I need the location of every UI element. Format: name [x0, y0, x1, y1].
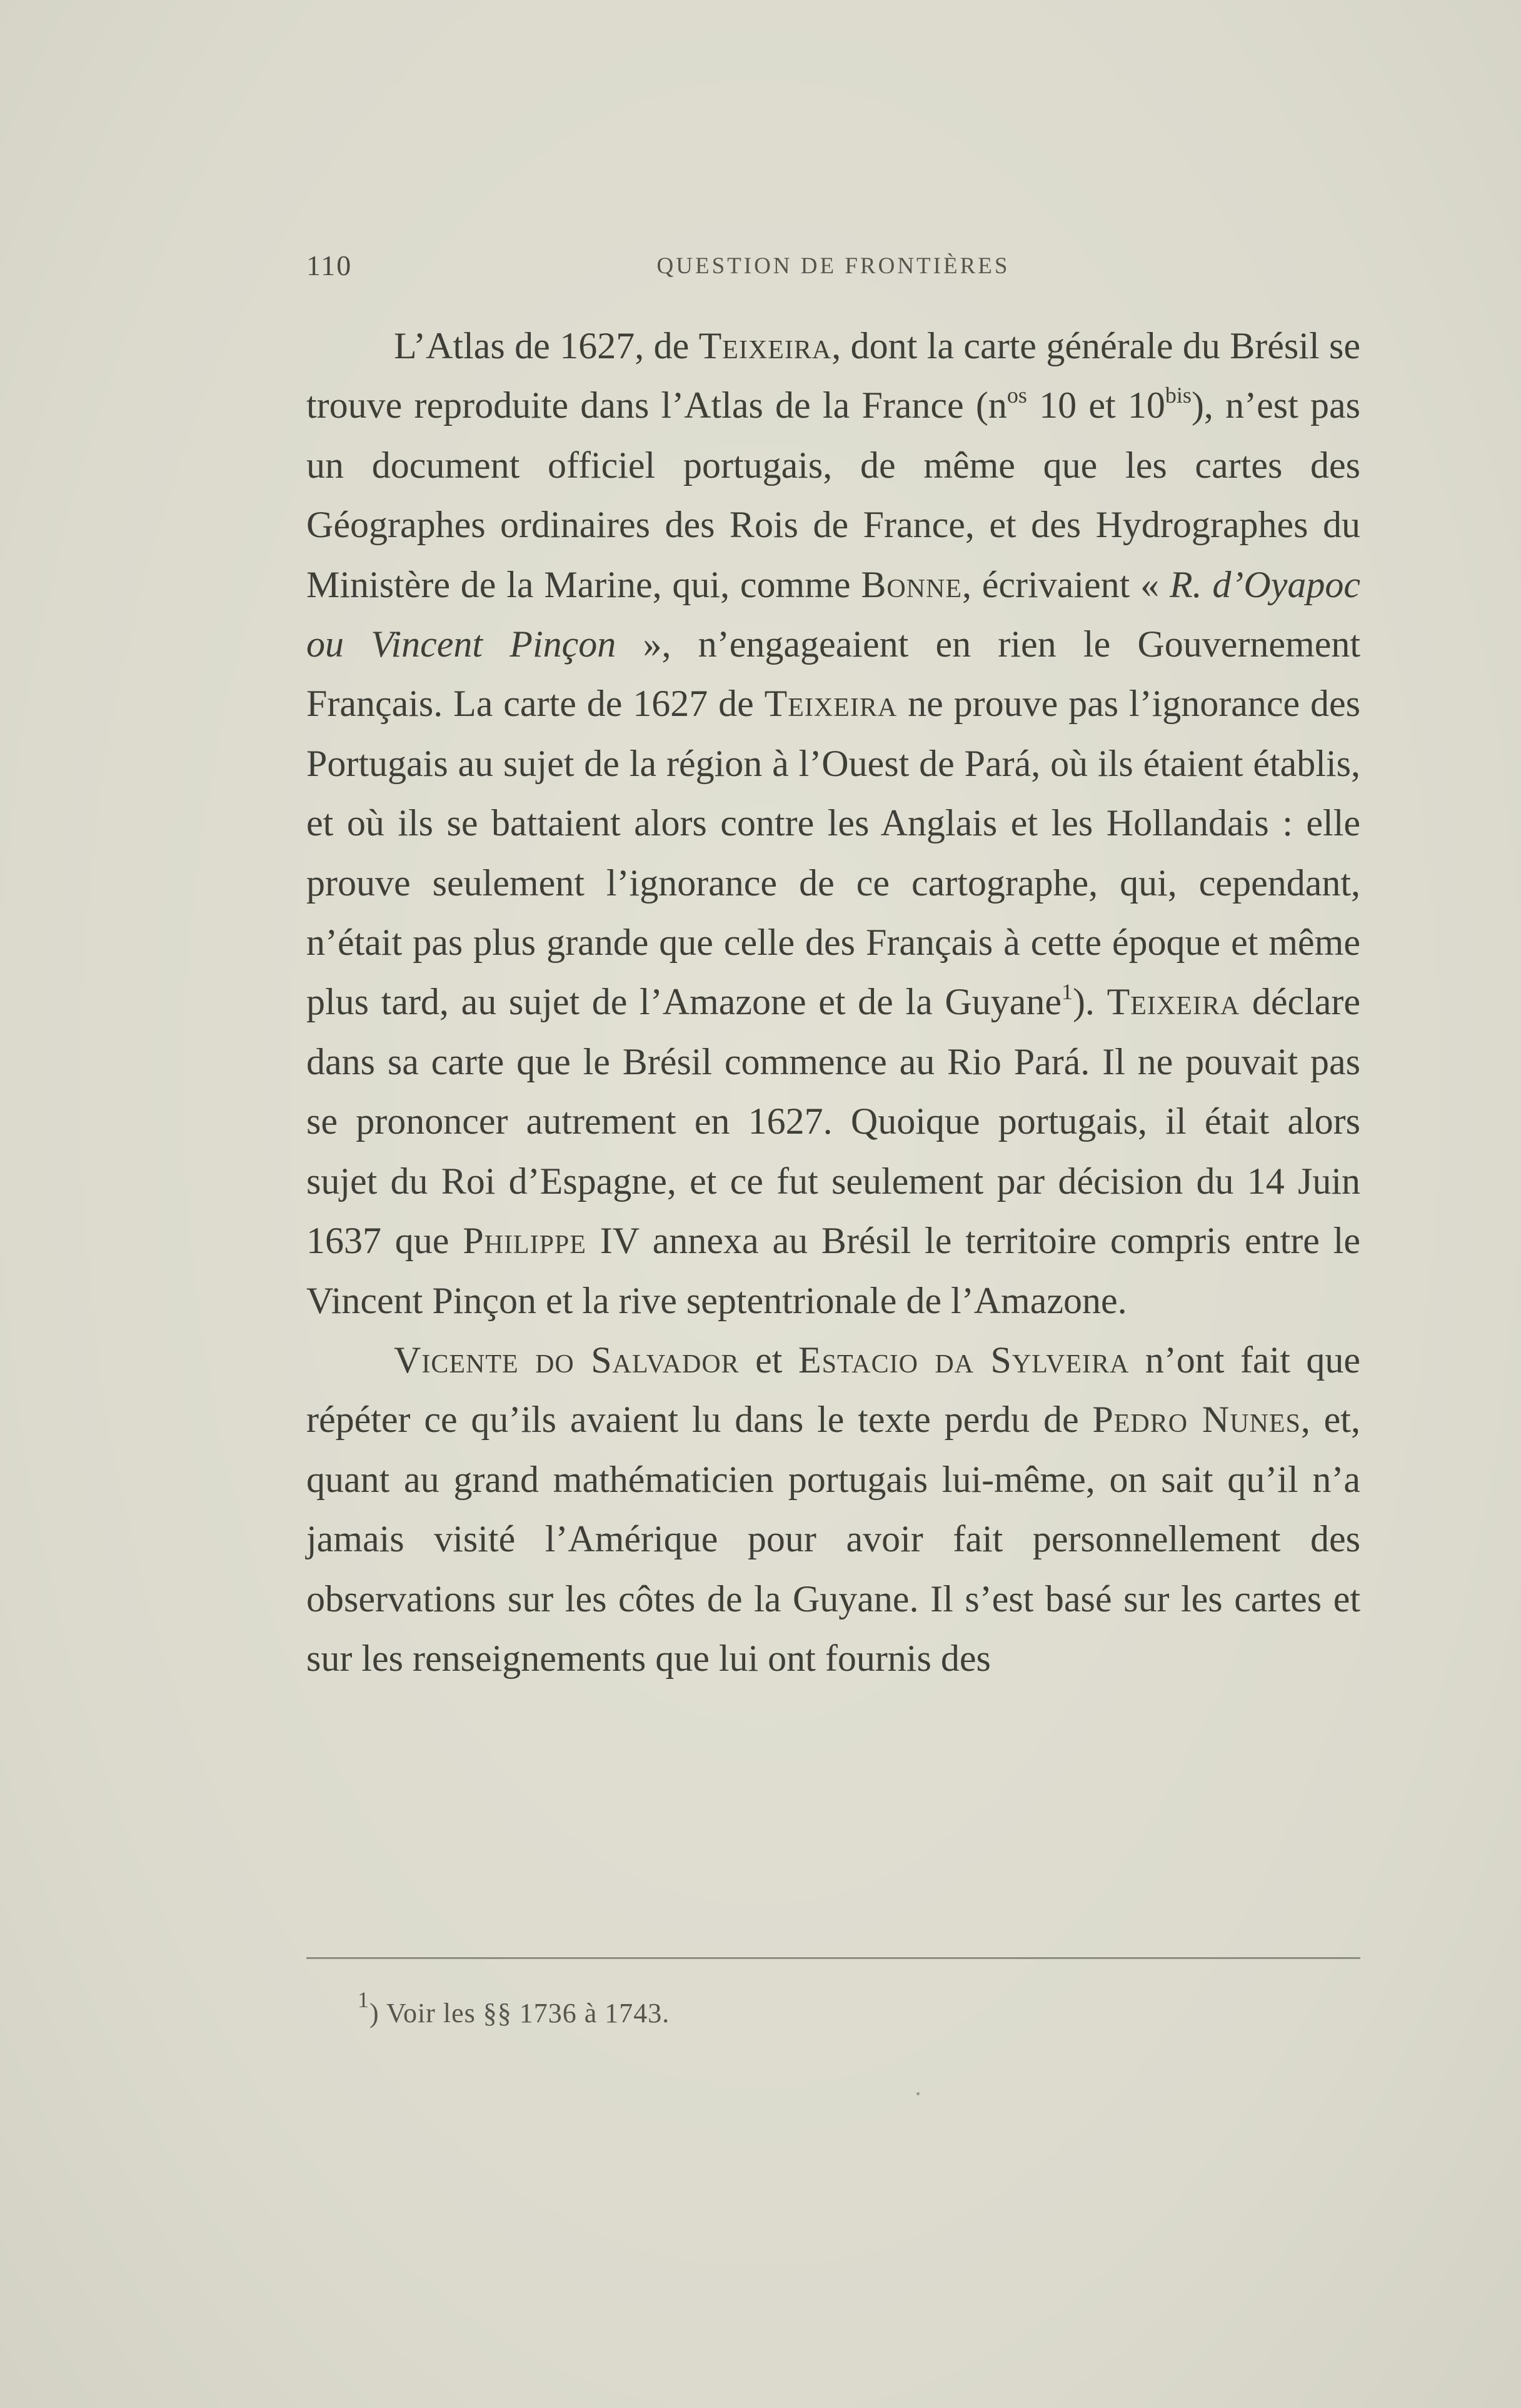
author-name: Teixeira [1107, 981, 1240, 1023]
paragraph-2 [306, 1331, 1360, 1688]
superscript: bis [1165, 383, 1192, 408]
text-segment: ne prouve pas l’ignorance des Portugais au sujet de la région à l’Ouest de Pará, où ils étaient établis, et où ils se battaient alors contre les Anglais et les Hollandais : elle prouve seulement l’ignorance de ce cartographe, qui, cependant, n’était pas plus grande que celle des Français à cette époque et même plus tard, au sujet de l’Amazone et de la Guyane [306, 683, 1360, 1023]
text-segment: n’ont fait que répéter ce qu’ils avaient lu dans le texte perdu de [306, 1339, 1361, 1441]
text-segment: déclare dans sa carte que le Brésil commence au Rio Pará. Il ne pouvait pas se prononcer autrement en 1627. Quoique portugais, il était alors sujet du Roi d’Espagne, et ce fut seulement par décision du 14 Juin 1637 que [306, 981, 1360, 1262]
italic-quotation: R. d’Oyapoc ou Vincent Pinçon [306, 563, 1361, 665]
paragraph-1 [306, 316, 1360, 1331]
page-number: 110 [306, 249, 353, 281]
footnote [358, 1987, 670, 2029]
text-segment: , n’engageaient en rien le Gouvernement Français. La carte de 1627 de [306, 623, 1361, 725]
text-segment: , et, quant au grand mathématicien portugais lui-même, on sait qu’il n’a jamais visité l’Amérique pour avoir fait personnellement des observations sur les côtes de la Guyane. Il s’est basé sur les cartes et sur les renseignements que lui ont fournis des [306, 1399, 1360, 1679]
quote-mark: » [616, 623, 662, 665]
running-title: QUESTION DE FRONTIÈRES [656, 253, 1010, 279]
quote-mark: « [1140, 563, 1170, 605]
text-segment: L’Atlas de 1627, de [394, 325, 699, 366]
text-segment: , dont la carte générale du Brésil se trouve reproduite dans l’Atlas de la France (n [306, 325, 1360, 426]
paper-speck [916, 2092, 920, 2095]
author-name: Pedro Nunes [1092, 1399, 1301, 1441]
author-name: Teixeira [764, 683, 898, 725]
text-segment: IV annexa au Brésil le territoire compris entre le Vincent Pinçon et la rive septentrionale de l’Amazone. [306, 1220, 1360, 1321]
running-head [306, 249, 1360, 286]
footnote-text: ) Voir les §§ 1736 à 1743. [369, 1998, 670, 2028]
author-name: Teixeira [698, 325, 832, 366]
author-name: Philippe [463, 1220, 586, 1262]
author-name: Vicente do Salvador [394, 1339, 740, 1381]
footnote-divider [306, 1957, 1360, 1959]
text-segment: ). [1072, 981, 1107, 1023]
superscript: os [1006, 383, 1027, 408]
body-text [306, 316, 1360, 1688]
footnote-reference[interactable]: 1 [1061, 979, 1073, 1005]
author-name: Estacio da Sylveira [798, 1339, 1130, 1381]
text-segment: , écrivaient [961, 563, 1141, 605]
text-segment: ), n’est pas un document officiel portugais, de même que les cartes des Géographes ordinaires des Rois de France, et des Hydrographes du Ministère de la Marine, qui, comme [306, 385, 1360, 605]
author-name: Bonne [861, 563, 962, 605]
text-segment: et [739, 1339, 798, 1381]
footnote-marker: 1 [358, 1987, 369, 2012]
text-segment: 10 et 10 [1027, 385, 1165, 426]
